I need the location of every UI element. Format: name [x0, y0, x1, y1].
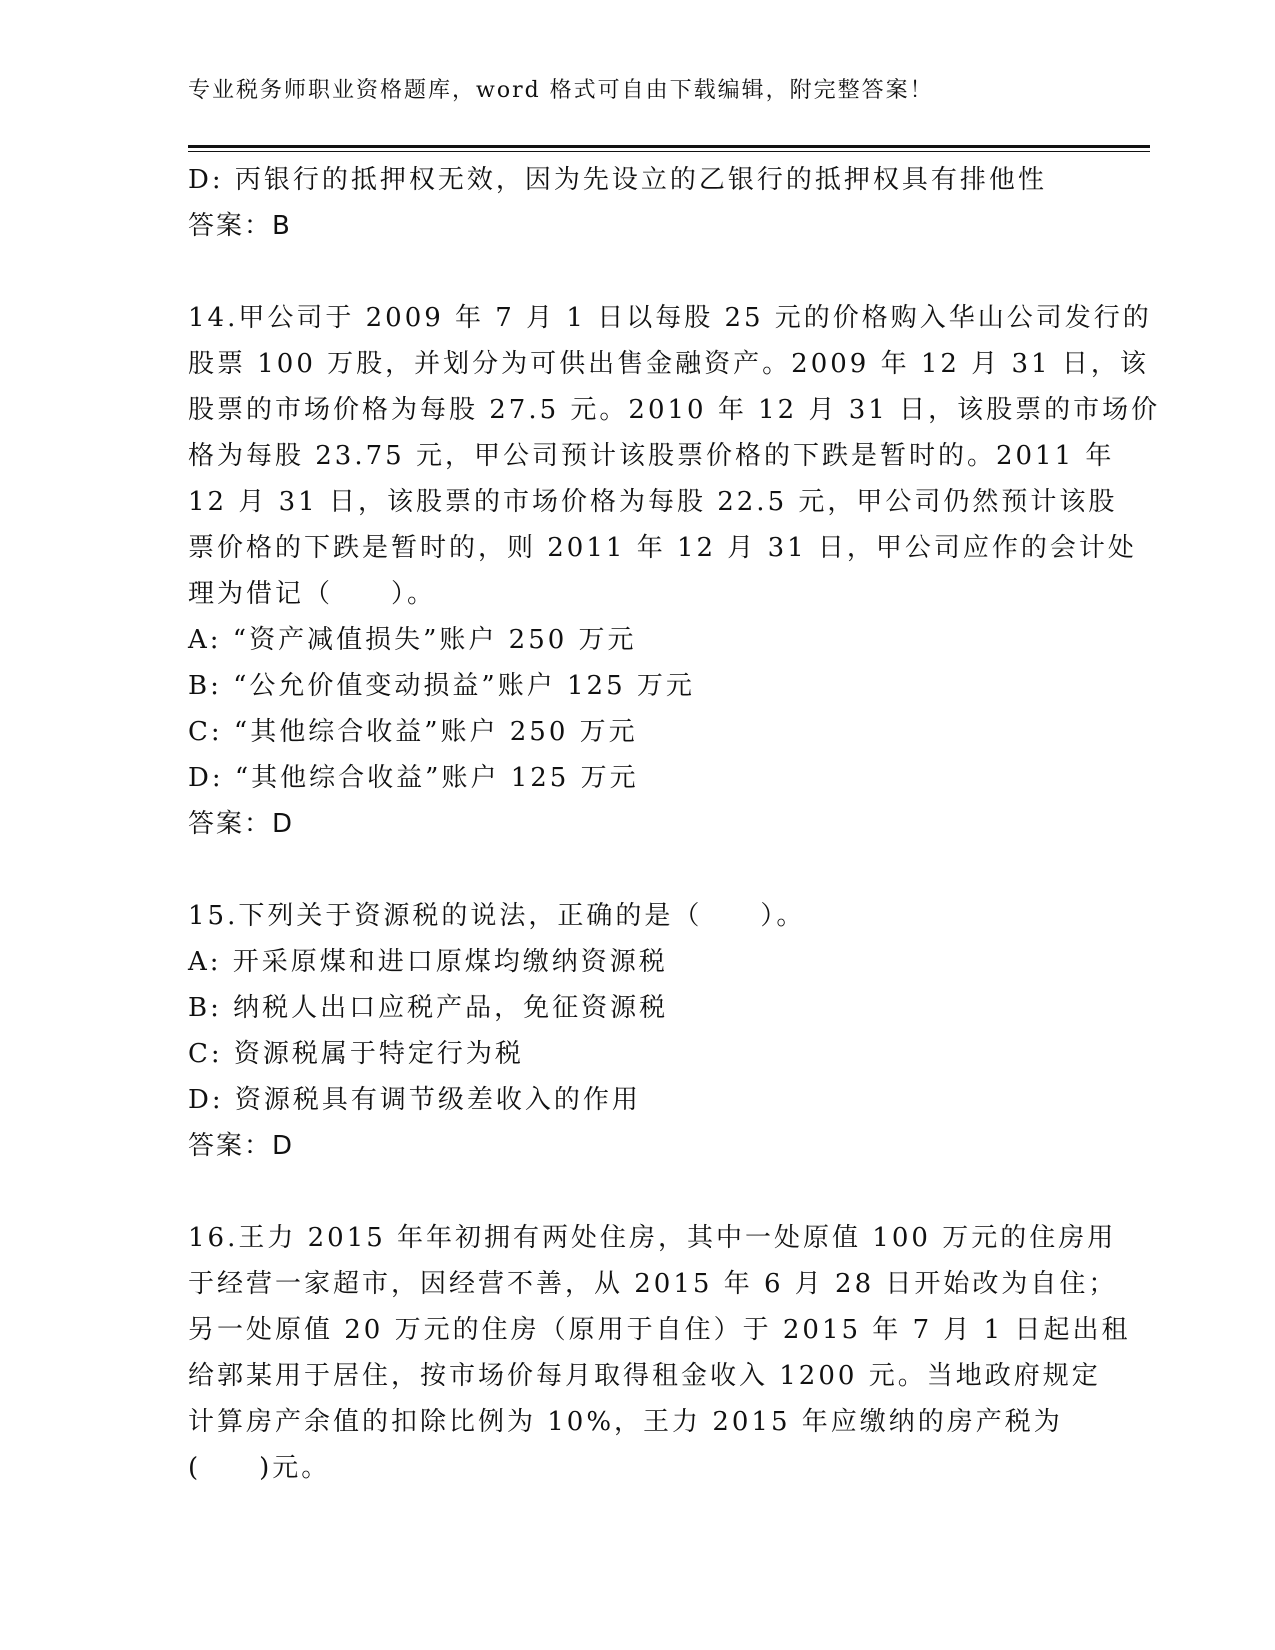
answer-line: 答案：B: [188, 211, 292, 241]
option-d: D: 资源税具有调节级差收入的作用: [188, 1085, 641, 1115]
option-d: D: “其他综合收益”账户 125 万元: [188, 763, 639, 793]
question-text-line: ( )元。: [188, 1453, 331, 1483]
question-text-line: 股票 100 万股，并划分为可供出售金融资产。2009 年 12 月 31 日，该: [188, 349, 1149, 379]
spacer: [188, 249, 1108, 295]
question-14: [188, 295, 1161, 847]
question-text-line: 15.下列关于资源税的说法，正确的是（ ）。: [188, 901, 806, 931]
question-text-line: 于经营一家超市，因经营不善，从 2015 年 6 月 28 日开始改为自住；: [188, 1269, 1118, 1299]
answer-line: 答案：D: [188, 1131, 295, 1161]
question-16: [188, 1215, 1131, 1491]
spacer: [188, 847, 1108, 893]
option-a: A: “资产减值损失”账户 250 万元: [188, 625, 637, 655]
question-text-line: 12 月 31 日，该股票的市场价格为每股 22.5 元，甲公司仍然预计该股: [188, 487, 1118, 517]
option-c: C: 资源税属于特定行为税: [188, 1039, 524, 1069]
header-rule-thin: [188, 151, 1150, 152]
question-text-line: 另一处原值 20 万元的住房（原用于自住）于 2015 年 7 月 1 日起出租: [188, 1315, 1131, 1345]
document-content: [188, 157, 1161, 1491]
option-d: D: 丙银行的抵押权无效，因为先设立的乙银行的抵押权具有排他性: [188, 165, 1047, 195]
question-text-line: 16.王力 2015 年年初拥有两处住房，其中一处原值 100 万元的住房用: [188, 1223, 1117, 1253]
question-text-line: 格为每股 23.75 元，甲公司预计该股票价格的下跌是暂时的。2011 年: [188, 441, 1115, 471]
spacer: [188, 1169, 1108, 1215]
option-c: C: “其他综合收益”账户 250 万元: [188, 717, 638, 747]
question-text-line: 14.甲公司于 2009 年 7 月 1 日以每股 25 元的价格购入华山公司发行的: [188, 303, 1152, 333]
question-text-line: 股票的市场价格为每股 27.5 元。2010 年 12 月 31 日，该股票的市场价: [188, 395, 1161, 425]
header-rule-thick: [188, 145, 1150, 148]
page-header: 专业税务师职业资格题库，word 格式可自由下载编辑，附完整答案！: [188, 78, 934, 103]
question-13-tail: [188, 157, 1108, 249]
question-text-line: 给郭某用于居住，按市场价每月取得租金收入 1200 元。当地政府规定: [188, 1361, 1101, 1391]
question-text-line: 理为借记（ ）。: [188, 579, 437, 609]
option-b: B: “公允价值变动损益”账户 125 万元: [188, 671, 695, 701]
answer-line: 答案：D: [188, 809, 295, 839]
option-a: A: 开采原煤和进口原煤均缴纳资源税: [188, 947, 668, 977]
question-15: [188, 893, 1108, 1169]
option-b: B: 纳税人出口应税产品，免征资源税: [188, 993, 669, 1023]
question-text-line: 票价格的下跌是暂时的，则 2011 年 12 月 31 日，甲公司应作的会计处: [188, 533, 1137, 563]
question-text-line: 计算房产余值的扣除比例为 10%，王力 2015 年应缴纳的房产税为: [188, 1407, 1063, 1437]
